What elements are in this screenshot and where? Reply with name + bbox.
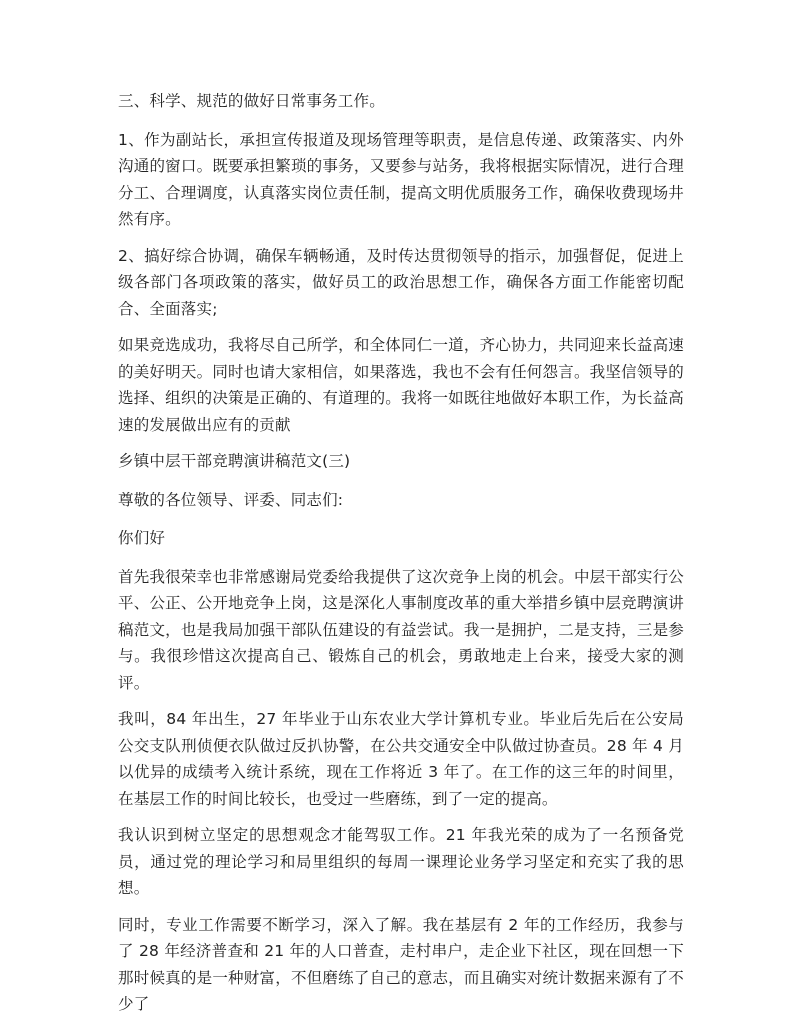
paragraph: 我认识到树立坚定的思想观念才能驾驭工作。21 年我光荣的成为了一名预备党员，通过党的理论学习和局里组织的每周一课理论业务学习坚定和充实了我的思想。 (118, 826, 684, 897)
document-page (118, 88, 684, 1028)
paragraph: 同时，专业工作需要不断学习，深入了解。我在基层有 2 年的工作经历，我参与了 28 年经济普查和 21 年的人口普查，走村串户，走企业下社区，现在回想一下那时候真的是一种财富，不但磨练了自己的意志，而且确实对统计数据来源有了不少了 (118, 915, 684, 1013)
paragraph: 我叫，84 年出生，27 年毕业于山东农业大学计算机专业。毕业后先后在公安局公交支队刑侦便衣队做过反扒协警，在公共交通安全中队做过协查员。28 年 4 月以优异的成绩考入统计系统，现在工作将近 3 年了。在工作的这三年的时间里，在基层工作的时间比较长，也受过一些磨练，到了一定的提高。 (118, 710, 684, 808)
paragraph: 2、搞好综合协调，确保车辆畅通，及时传达贯彻领导的指示，加强督促，促进上级各部门各项政策的落实，做好员工的政治思想工作，确保各方面工作能密切配合、全面落实; (118, 246, 684, 318)
paragraph: 首先我很荣幸也非常感谢局党委给我提供了这次竞争上岗的机会。中层干部实行公平、公正、公开地竞争上岗，这是深化人事制度改革的重大举措乡镇中层竞聘演讲稿范文，也是我局加强干部队伍建设的有益尝试。我一是拥护，二是支持，三是参与。我很珍惜这次提高自己、锻炼自己的机会，勇敢地走上台来，接受大家的测评。 (118, 567, 684, 692)
greeting: 你们好 (118, 529, 166, 547)
section-heading: 三、科学、规范的做好日常事务工作。 (118, 92, 385, 110)
salutation: 尊敬的各位领导、评委、同志们: (118, 490, 344, 509)
article-title: 乡镇中层干部竞聘演讲稿范文(三) (118, 452, 351, 470)
paragraph: 如果竞选成功，我将尽自己所学，和全体同仁一道，齐心协力，共同迎来长益高速的美好明天。同时也请大家相信，如果落选，我也不会有任何怨言。我坚信领导的选择、组织的决策是正确的、有道理的。我将一如既往地做好本职工作，为长益高速的发展做出应有的贡献 (118, 336, 684, 434)
paragraph: 1、作为副站长，承担宣传报道及现场管理等职责，是信息传递、政策落实、内外沟通的窗口。既要承担繁琐的事务，又要参与站务，我将根据实际情况，进行合理分工、合理调度，认真落实岗位责任制，提高文明优质服务工作，确保收费现场井然有序。 (118, 130, 684, 228)
